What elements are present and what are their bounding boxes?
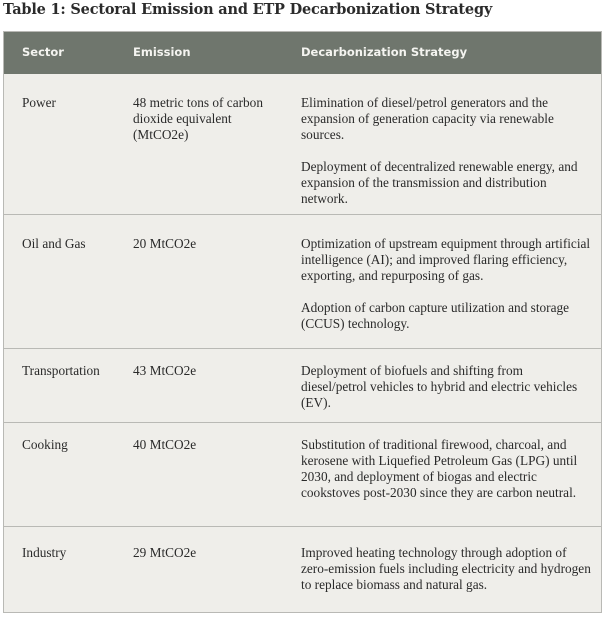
table-row-power [4,74,601,214]
table-header-row [4,32,601,74]
table-row-industry [4,526,601,612]
table-row-cooking [4,422,601,526]
sector-cell: Power [22,95,56,110]
sector-cell: Cooking [22,437,68,452]
emission-cell: 48 metric tons of carbon dioxide equivalent (MtCO2e) [133,95,263,142]
strategy-cell [301,545,591,593]
strategy-paragraph: Deployment of biofuels and shifting from diesel/petrol vehicles to hybrid and electric vehicles (EV). [301,363,578,410]
strategy-paragraph: Elimination of diesel/petrol generators and the expansion of generation capacity via renewable sources. [301,95,554,142]
emission-cell: 40 MtCO2e [133,437,197,452]
strategy-cell [301,236,591,332]
table-row-transportation [4,348,601,422]
header-sector: Sector [22,45,64,59]
emission-cell: 20 MtCO2e [133,236,197,251]
header-strategy: Decarbonization Strategy [301,45,468,59]
sector-cell: Oil and Gas [22,236,86,251]
strategy-paragraph: Optimization of upstream equipment through artificial intelligence (AI); and improved flaring efficiency, exporting, and repurposing of gas. [301,236,591,283]
table-title: Table 1: Sectoral Emission and ETP Decarbonization Strategy [3,1,493,18]
table-row-oil-gas [4,214,601,348]
strategy-cell [301,437,591,501]
sector-cell: Transportation [22,363,100,378]
strategy-cell [301,363,591,411]
strategy-paragraph: Substitution of traditional firewood, charcoal, and kerosene with Liquefied Petroleum Gas (LPG) until 2030, and deployment of biogas and electric cookstoves post-2030 since they are carbon neutral. [301,437,578,500]
emission-cell: 43 MtCO2e [133,363,197,378]
emission-strategy-table [3,31,602,613]
strategy-paragraph: Deployment of decentralized renewable energy, and expansion of the transmission and distribution network. [301,159,578,206]
header-emission: Emission [133,45,191,59]
strategy-cell [301,95,591,207]
strategy-paragraph: Adoption of carbon capture utilization and storage (CCUS) technology. [301,300,570,331]
strategy-paragraph: Improved heating technology through adoption of zero-emission fuels including electricity and hydrogen to replace biomass and natural gas. [301,545,591,592]
sector-cell: Industry [22,545,67,560]
emission-cell: 29 MtCO2e [133,545,197,560]
